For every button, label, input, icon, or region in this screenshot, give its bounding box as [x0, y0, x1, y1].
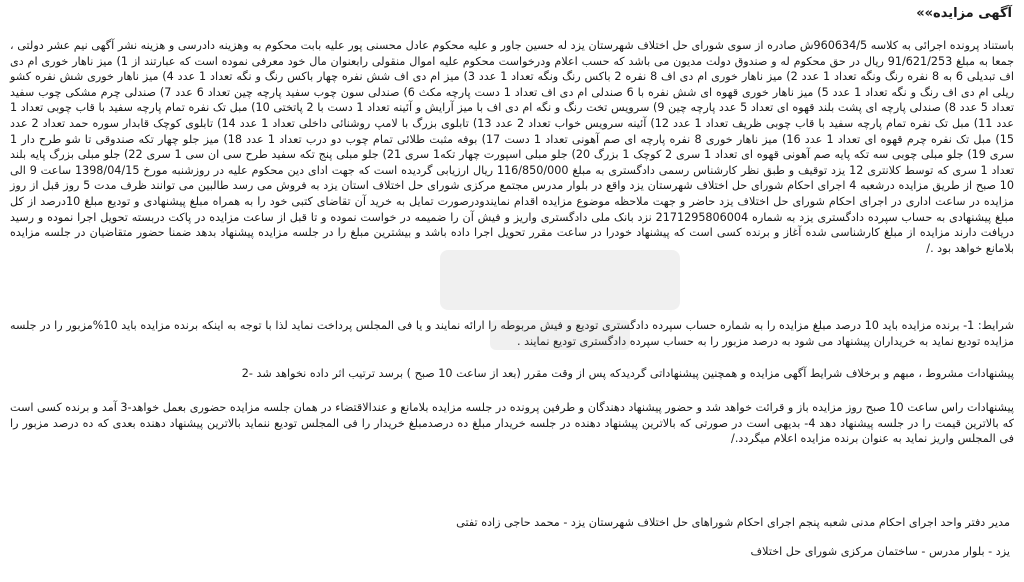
condition-3: پیشنهادات راس ساعت 10 صبح روز مزایده باز و قرائت خواهد شد و حضور پیشنهاد دهندگان و طرفین پرونده در جلسه مزایده بلامانع و عندالاقتضاء در همان جلسه مزایده حضوری بعمل خواهد-3 آمد و برنده کسی است که بالاترین قیمت را در جلسه پیشنهاد دهد 4- بدیهی است در صورتی که بالاترین پیشنهاد دهنده در جلسه خریدار مبلغ ده درصدمبلغ خریدار را فی المجلس تودیع ننماید بالاترین پیشنهاد دهنده بعدی که ده درصد مزبور را فی المجلس واریز نماید به عنوان برنده مزایده اعلام میگردد./ [10, 401, 1014, 446]
condition-2: پیشنهادات مشروط ، مبهم و برخلاف شرایط آگهی مزایده و همچنین پیشنهاداتی گردیدکه پس از وقت مقرر (بعد از ساعت 10 صبح ) برسد ترتیب اثر داده نخواهد شد -2 [241, 367, 1014, 380]
address-line: یزد - بلوار مدرس - ساختمان مرکزی شورای حل اختلاف [750, 545, 1010, 558]
signature-line: مدیر دفتر واحد اجرای احکام مدنی شعبه پنجم اجرای احکام شوراهای حل اختلاف شهرستان یزد - محمد حاجی زاده تفتی [456, 516, 1010, 529]
notice-title: آگهی مزایده»» [916, 6, 1012, 21]
condition-1: شرایط: 1- برنده مزایده باید 10 درصد مبلغ مزایده را به شماره حساب سپرده دادگستری تودیع و فیش مربوطه را ارائه نمایند و یا فی المجلس پرداخت نماید لذا با توجه به اینکه برنده مزایده باید 10%مزبور را در جلسه مزایده تودیع نماید به خریداران پیشنهاد می شود به درصد مزبور را به حساب سپرده دادگستری تودیع نمایند . [10, 319, 1014, 348]
notice-body: باستناد پرونده اجرائی به کلاسه 960634/5ش صادره از سوی شورای حل اختلاف شهرستان یزد له حسین جاور و علیه محکوم عادل محسنی پور علیه بابت محکوم به وهزینه دادرسی و هزینه نشر آگهی نیم عشر دولتی ، جمعا به مبلغ 91/621/253 ریال در حق محکوم له و صندوق دولت مدیون می باشد که حسب اعلام ودرخواست محکوم علیه اموال منقولی رابعنوان مال خود معرفی نموده است که عبارتند از 1) میز ناهار خوری ام دی اف تبدیلی 6 به 8 نفره رنگ ونگه تعداد 1 عدد 2) میز ناهار خوری ام دی اف 8 نفره 2 باکس رنگ ونگه تعداد 1 عدد 3) میز ام دی اف شش نفره چهار باکس رنگ و نگه تعداد 1 عدد 4) میز ناهار خوری شش نفره کشو ریلی ام دی اف رنگ و نگه تعداد 1 عدد 5) میز ناهار خوری قهوه ای شش نفره با 6 صندلی ام دی اف تعداد 1 دست پارچه مکث 6) صندلی سون چوب سفید پارچه چین تعداد 6 عدد 7) صندلی چرم مشکی چوب سفید تعداد 5 عدد 8) صندلی پارچه ای پشت بلند قهوه ای تعداد 5 عدد پارچه چین 9) سرویس تخت رنگ و نگه ام دی اف با میز آرایش و آئینه تعداد 1 دست با 2 پاتختی 10) مبل تک نفره تمام پارچه سفید با قاب چوبی تعداد 1 عدد 11) مبل تک نفره تمام پارچه سفید با قاب چوبی ظریف تعداد 1 عدد 12) آئینه سرویس خواب تعداد 2 عدد 13) تابلوی بزرگ با لامپ روشنائی داخلی تعداد 1 عدد 14) تابلوی کوچک قابدار سوره حمد تعداد 2 عدد 15) مبل تک نفره چرم قهوه ای تعداد 1 عدد 16) میز ناهار خوری 8 نفره پارچه ای صم آهونی تعداد 1 دست 17) بوفه مثبت طلائی تمام چوب دو درب تعداد 1 عدد 18) میز جلو چهار تکه صندوقی تا شو طرح دار 1 سری 19) جلو مبلی چوبی سه تکه پایه صم آهونی قهوه ای تعداد 1 سری 2 کوچک 1 بزرگ 20) جلو مبلی اسپورت چهار تکه1 سری 21) جلو مبلی پنج تکه سفید طرح سی ان سی 1 سری 22) جلو مبلی بزرگ پایه بلند تعداد 1 سری که توسط کلانتری 12 یزد توقیف و طبق نظر کارشناس رسمی دادگستری به مبلغ 116/850/000 ریال ارزیابی گردیده است که جهت ادای دین محکوم علیه در روزشنبه مورخ 1398/04/15 ساعت 9 الی 10 صبح از طریق مزایده درشعبه 4 اجرای احکام شورای حل اختلاف شهرستان یزد واقع در بلوار مدرس مجتمع مرکزی شورای حل اختلاف استان یزد به فروش می رسد طالبین می توانند ظرف مدت 5 روز قبل از روز مزایده در ساعت اداری در اجرای احکام شورای حل اختلاف یزد حاضر و جهت ملاحظه موضوع مزایده اقدام نمایندودرصورت تمایل به خرید آن تقاضای کتبی خود را به همراه مبلغ پیشنهادی و تودیع مبلغ 10درصد از کل مبلغ پیشنهادی به حساب سپرده دادگستری یزد به شماره 2171295806004 نزد بانک ملی دادگستری واریز و فیش آن را ضمیمه در خواست نموده و تا قبل از ساعت مزایده در پاکت دربسته تحویل اجرا نموده و رسید دریافت دارند مزایده از مبلغ کارشناسی شده آغاز و برنده کسی است که پیشنهاد خودرا در ساعت مقرر تحویل اجرا داده باشد و بیشترین مبلغ را در جلسه مزایده پیشنهاد بدهد ضمنا حضور متقاضیان در جلسه مزایده بلامانع خواهد بود ./ [10, 39, 1015, 255]
